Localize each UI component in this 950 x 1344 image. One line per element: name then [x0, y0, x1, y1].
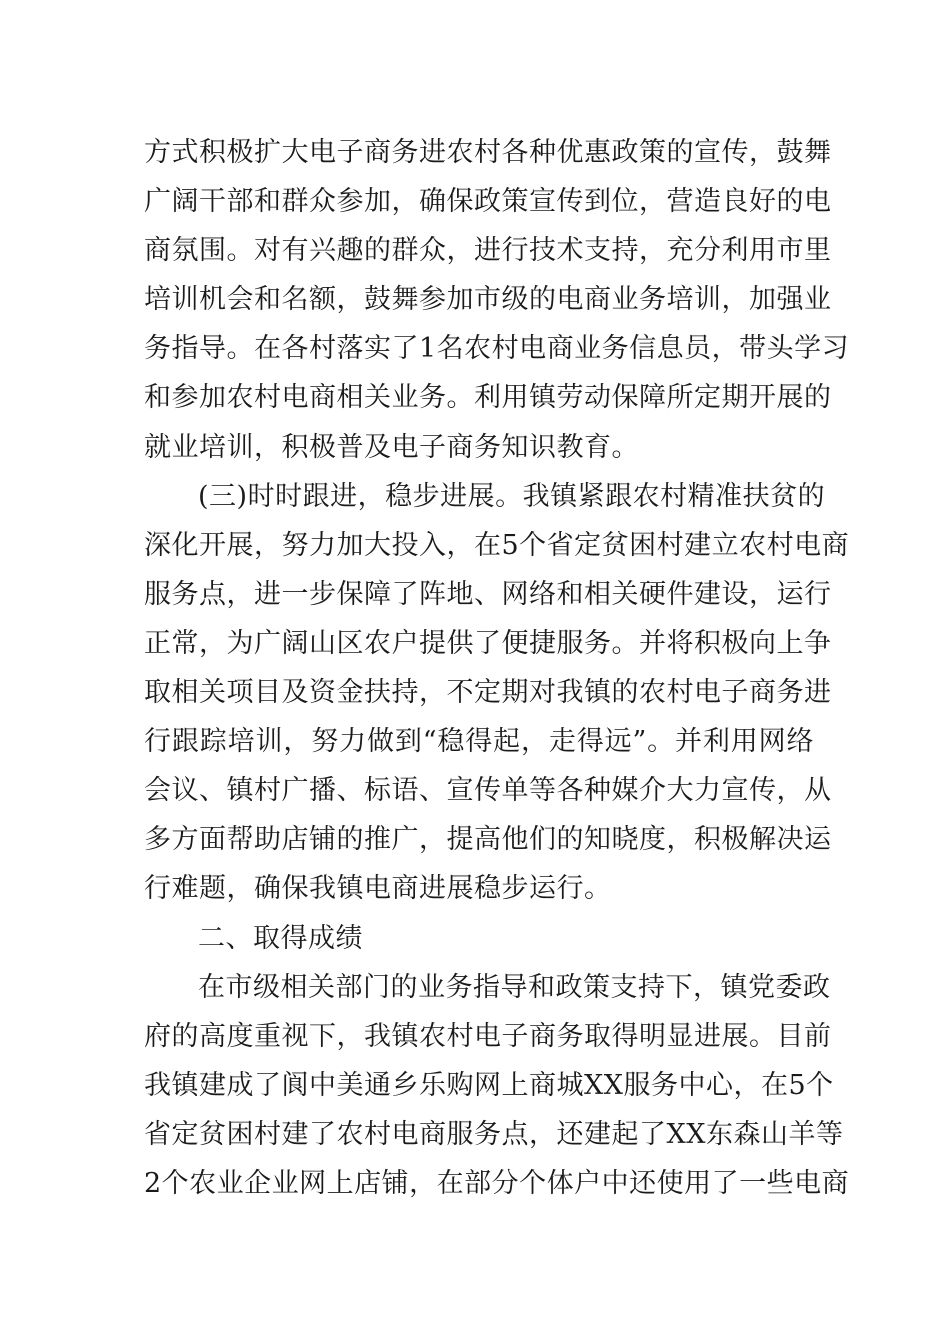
paragraph-1 [144, 128, 850, 472]
text-line: 务指导。在各村落实了1名农村电商业务信息员，带头学习 [144, 333, 850, 365]
text-line: 会议、镇村广播、标语、宣传单等各种媒介大力宣传，从 [144, 775, 832, 807]
text-line: 商氛围。对有兴趣的群众，进行技术支持，充分利用市里 [144, 235, 832, 267]
text-line: 服务点，进一步保障了阵地、网络和相关硬件建设，运行 [144, 578, 832, 610]
document-body [144, 128, 850, 1208]
text-line: 2个农业企业网上店铺，在部分个体户中还使用了一些电商 [144, 1167, 850, 1199]
text-line: 我镇建成了阆中美通乡乐购网上商城XX服务中心，在5个 [144, 1069, 834, 1101]
text-line: 行跟踪培训，努力做到“稳得起，走得远”。并利用网络 [144, 726, 814, 758]
text-line: 深化开展，努力加大投入，在5个省定贫困村建立农村电商 [144, 529, 850, 561]
paragraph-2 [144, 472, 850, 914]
paragraph-3 [144, 963, 850, 1208]
section-heading [144, 914, 814, 963]
text-line: 府的高度重视下，我镇农村电子商务取得明显进展。目前 [144, 1020, 832, 1052]
text-line: (三)时时跟进，稳步进展。我镇紧跟农村精准扶贫的 [198, 480, 826, 512]
text-line: 正常，为广阔山区农户提供了便捷服务。并将积极向上争 [144, 627, 832, 659]
text-line: 广阔干部和群众参加，确保政策宣传到位，营造良好的电 [144, 186, 832, 218]
text-line: 培训机会和名额，鼓舞参加市级的电商业务培训，加强业 [144, 284, 832, 316]
text-line: 和参加农村电商相关业务。利用镇劳动保障所定期开展的 [144, 382, 832, 414]
text-line: 多方面帮助店铺的推广，提高他们的知晓度，积极解决运 [144, 824, 832, 856]
text-line: 省定贫困村建了农村电商服务点，还建起了XX东森山羊等 [144, 1118, 844, 1150]
text-line: 行难题，确保我镇电商进展稳步运行。 [144, 873, 612, 905]
text-line: 在市级相关部门的业务指导和政策支持下，镇党委政 [198, 971, 831, 1003]
section-heading-text: 二、取得成绩 [198, 922, 363, 954]
text-line: 就业培训，积极普及电子商务知识教育。 [144, 431, 639, 463]
text-line: 方式积极扩大电子商务进农村各种优惠政策的宣传，鼓舞 [144, 137, 832, 168]
text-line: 取相关项目及资金扶持，不定期对我镇的农村电子商务进 [144, 677, 832, 709]
